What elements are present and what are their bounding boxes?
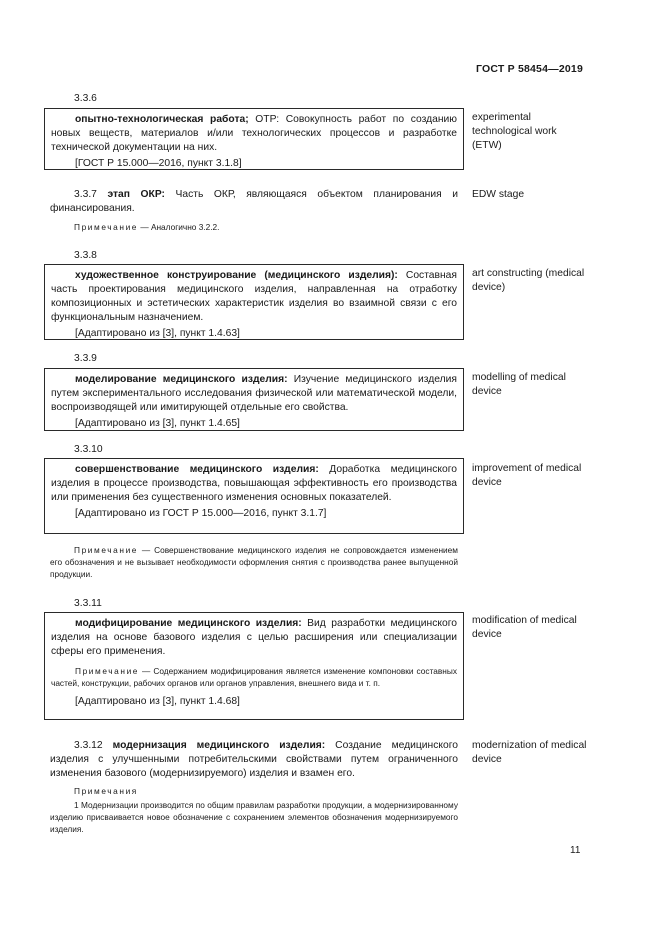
page-number: 11: [570, 845, 581, 856]
term-box: [44, 458, 464, 534]
term-title: опытно-технологическая работа;: [75, 114, 249, 125]
term-source: [Адаптировано из [3], пункт 1.4.65]: [75, 418, 240, 429]
term-definition: [51, 269, 457, 325]
term-source: [Адаптировано из ГОСТ Р 15.000—2016, пункт 3.1.7]: [75, 508, 327, 519]
term-definition: [51, 113, 457, 155]
term-note: [50, 544, 458, 580]
term-title: моделирование медицинского изделия:: [75, 374, 288, 385]
term-note: [50, 221, 458, 233]
term-english: modification of medical device: [472, 615, 577, 640]
term-note: 1 Модернизации производится по общим правилам разработки продукции, а модернизированному изделию присваивается новое обозначение с сохранением элементов обозначения модернизируемого изделия.: [50, 800, 458, 834]
term-title: модернизация медицинского изделия:: [112, 740, 326, 751]
term-text: Доработка медицинского изделия в процессе производства, повышающая эффективность его производства или применения без существенного изменения основных показателей.: [51, 464, 457, 503]
term-number: 3.3.7: [74, 189, 97, 200]
term-number: 3.3.11: [74, 598, 102, 609]
note-text: — Совершенствование медицинского изделия не сопровождается изменением его обозначения и не вызывает необходимости оформления снятия с производства ранее выпущенной продукции.: [50, 545, 458, 579]
document-header: ГОСТ Р 58454—2019: [475, 63, 583, 75]
term-text: Часть ОКР, являющаяся объектом планирования и финансирования.: [50, 189, 458, 214]
term-source: [Адаптировано из [3], пункт 1.4.63]: [75, 328, 240, 339]
term-note: [51, 665, 457, 689]
term-box: [44, 368, 464, 431]
term-definition: [51, 463, 457, 505]
term-title: художественное конструирование (медицинского изделия):: [75, 270, 398, 281]
term-definition: [51, 373, 457, 415]
term-english: modernization of medical device: [472, 740, 587, 765]
term-source: [Адаптировано из [3], пункт 1.4.68]: [75, 696, 240, 707]
term-title: совершенствование медицинского изделия:: [75, 464, 319, 475]
term-number: 3.3.9: [74, 353, 97, 364]
term-english: modelling of medical device: [472, 372, 566, 397]
term-english: experimental technological work (ETW): [472, 112, 557, 151]
term-box: [44, 612, 464, 720]
term-definition: [50, 188, 458, 216]
term-title: этап ОКР:: [107, 189, 165, 200]
term-text: Составная часть проектирования медицинского изделия, направленная на отработку композиционных и эстетических характеристик изделия во взаимной связи с его функциональным назначением.: [51, 270, 457, 323]
term-text: Создание медицинского изделия с улучшенными потребительскими свойствами путем ограниченного изменения базового (модернизируемого) изделия и взамен его.: [50, 740, 458, 779]
term-text: Вид разработки медицинского изделия на основе базового изделия с целью расширения или специализации сферы его применения.: [51, 618, 457, 657]
term-english: improvement of medical device: [472, 463, 582, 488]
term-number: 3.3.6: [74, 93, 97, 104]
note-label: Примечание: [74, 222, 139, 232]
term-definition: [50, 739, 458, 781]
term-box: [44, 108, 464, 170]
note-text: — Аналогично 3.2.2.: [138, 222, 220, 232]
term-source: [ГОСТ Р 15.000—2016, пункт 3.1.8]: [75, 158, 242, 169]
term-number: 3.3.12: [74, 740, 103, 751]
term-definition: [51, 617, 457, 659]
notes-heading: Примечания: [74, 786, 138, 796]
term-text: Изучение медицинского изделия путем экспериментального исследования физической или математической модели, воспроизводящей или имитирующей отдельные его свойства.: [51, 374, 457, 413]
term-text: ОТР: Совокупность работ по созданию новых веществ, материалов и/или технологических процессов и разработке технической документации на них.: [51, 114, 457, 153]
term-english: EDW stage: [472, 189, 525, 200]
note-label: Примечание: [74, 545, 139, 555]
term-number: 3.3.8: [74, 250, 97, 261]
term-number: 3.3.10: [74, 444, 103, 455]
note-text: — Содержанием модифицирования является изменение компоновки составных частей, конструкции, рабочих органов или органов управления, внешнего вида и т. п.: [51, 666, 457, 688]
term-english: art constructing (medical device): [472, 268, 585, 293]
term-box: [44, 264, 464, 340]
note-label: Примечание: [75, 666, 140, 676]
term-title: модифицирование медицинского изделия:: [75, 618, 302, 629]
